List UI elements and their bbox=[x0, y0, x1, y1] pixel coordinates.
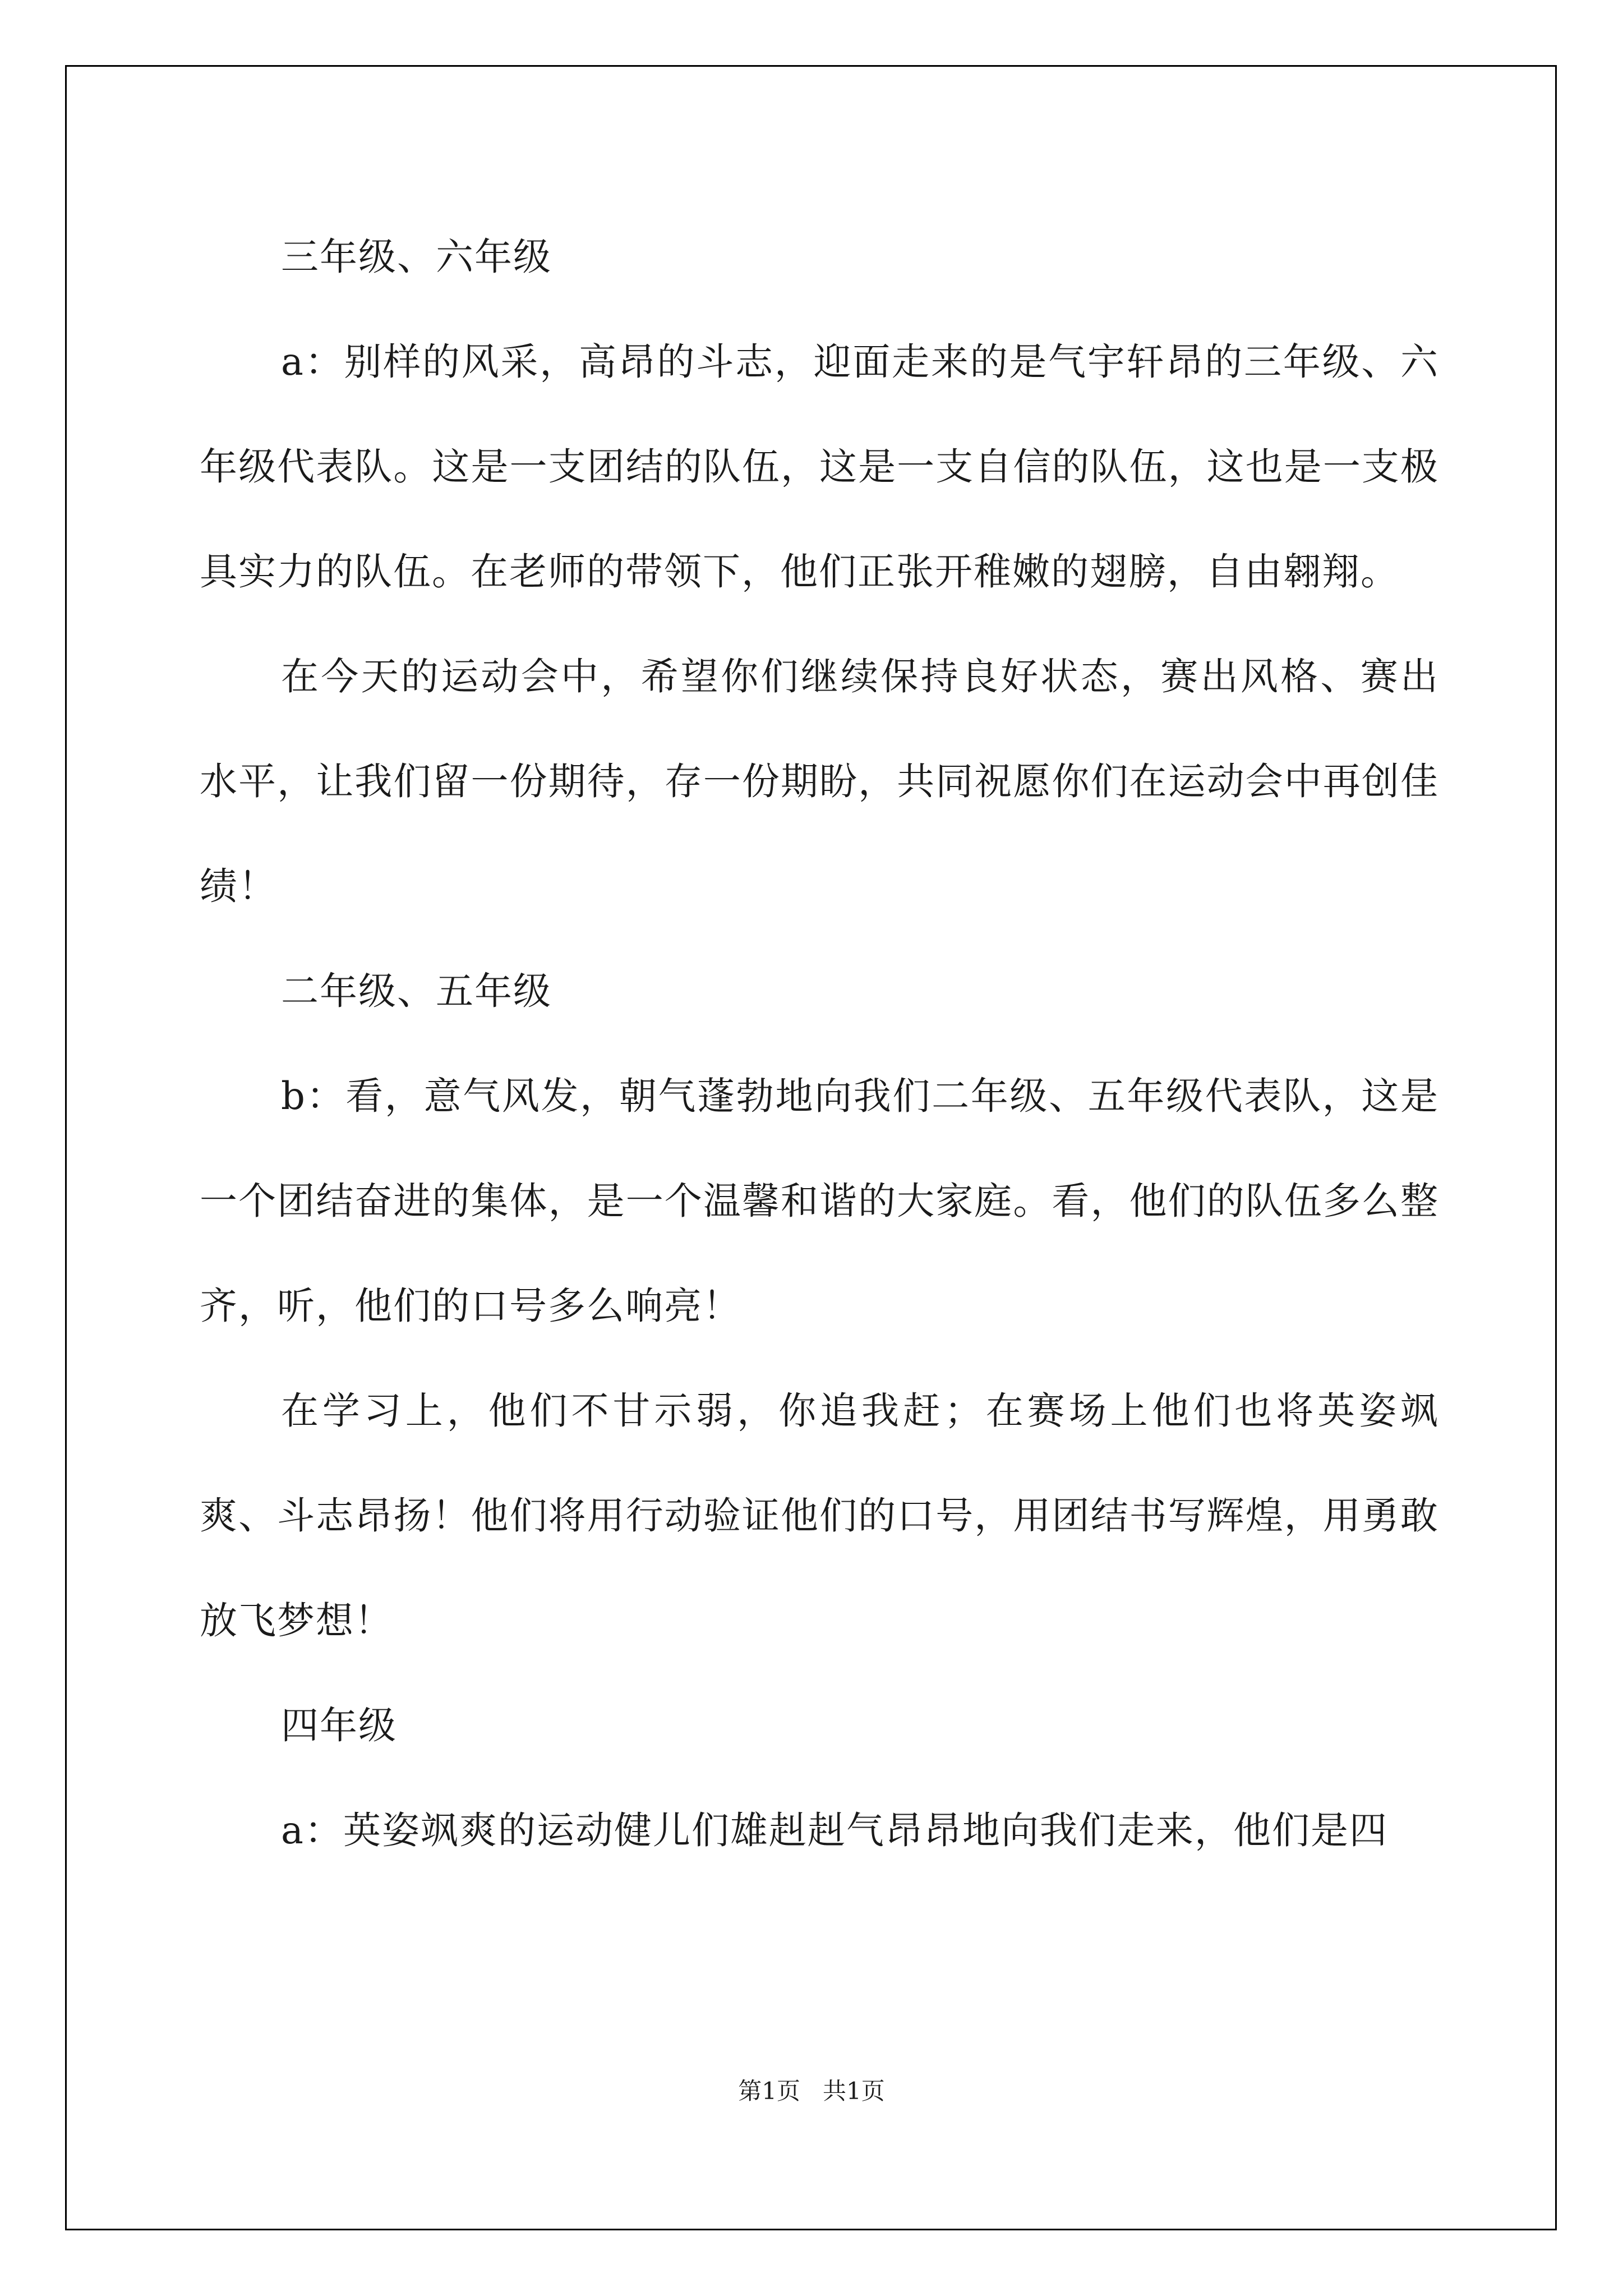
footer-gap bbox=[800, 2077, 823, 2105]
page-footer bbox=[0, 2073, 1623, 2106]
section-heading: 四年级 bbox=[281, 1704, 397, 1747]
page-total: 共1页 bbox=[823, 2077, 885, 2105]
paragraph: a：别样的风采，高昂的斗志，迎面走来的是气宇轩昂的三年级、六年级代表队。这是一支团结的队伍，这是一支自信的队伍，这也是一支极具实力的队伍。在老师的带领下，他们正张开稚嫩的翅膀，自由翱翔。 bbox=[200, 340, 1439, 593]
paragraph: 在今天的运动会中，希望你们继续保持良好状态，赛出风格、赛出水平，让我们留一份期待，存一份期盼，共同祝愿你们在运动会中再创佳绩！ bbox=[200, 655, 1439, 908]
section-heading: 三年级、六年级 bbox=[281, 235, 552, 279]
paragraph: 在学习上，他们不甘示弱，你追我赶；在赛场上他们也将英姿飒爽、斗志昂扬！他们将用行动验证他们的口号，用团结书写辉煌，用勇敢放飞梦想！ bbox=[200, 1389, 1439, 1642]
page-number: 第1页 bbox=[738, 2077, 800, 2105]
paragraph: b：看，意气风发，朝气蓬勃地向我们二年级、五年级代表队，这是一个团结奋进的集体，是一个温馨和谐的大家庭。看，他们的队伍多么整齐，听，他们的口号多么响亮！ bbox=[200, 1074, 1439, 1328]
paragraph: a：英姿飒爽的运动健儿们雄赳赳气昂昂地向我们走来，他们是四 bbox=[281, 1809, 1388, 1852]
document-body bbox=[200, 205, 1439, 1883]
section-heading: 二年级、五年级 bbox=[281, 969, 552, 1013]
